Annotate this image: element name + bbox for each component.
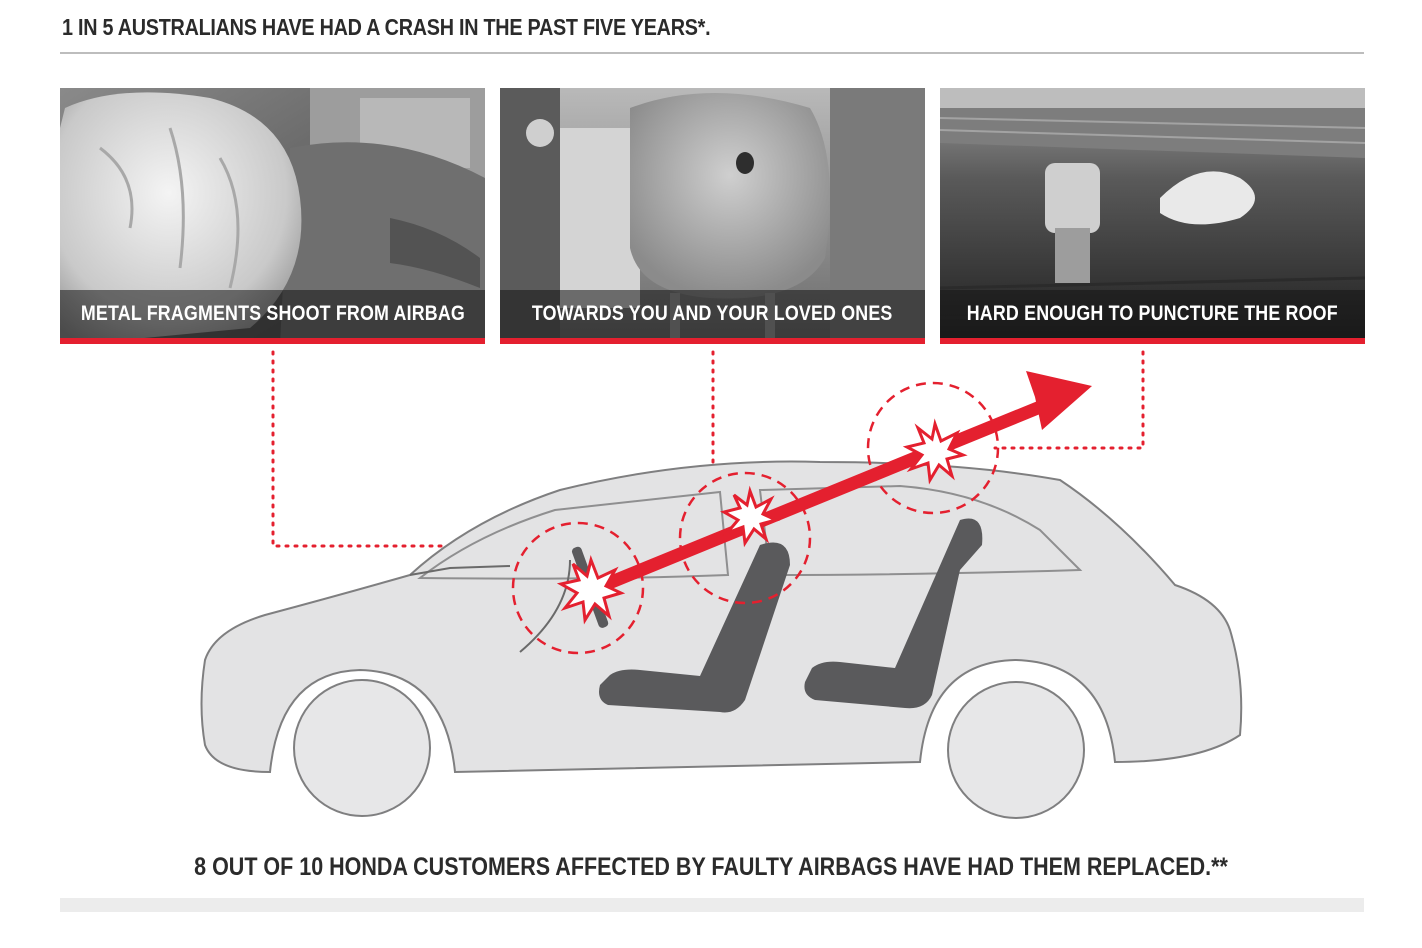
headline: 1 IN 5 AUSTRALIANS HAVE HAD A CRASH IN THE PAST FIVE YEARS*.: [62, 14, 711, 40]
caption-roof: HARD ENOUGH TO PUNCTURE THE ROOF: [966, 302, 1339, 325]
caption-headrest: TOWARDS YOU AND YOUR LOVED ONES: [532, 302, 893, 325]
footer-statement: [0, 853, 1422, 882]
car-silhouette: [202, 462, 1242, 818]
footer-text: 8 OUT OF 10 HONDA CUSTOMERS AFFECTED BY FAULTY AIRBAGS HAVE HAD THEM REPLACED.**: [194, 853, 1228, 881]
caption-airbag: METAL FRAGMENTS SHOOT FROM AIRBAG: [80, 302, 465, 325]
bottom-divider: [60, 898, 1364, 912]
